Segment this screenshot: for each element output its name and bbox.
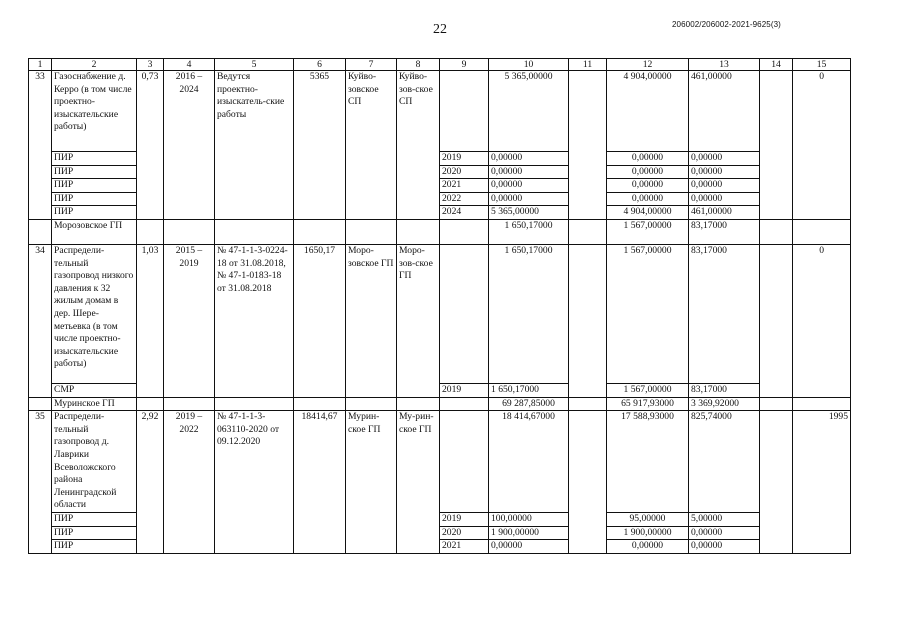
- cell-empty: [294, 219, 346, 244]
- year-cell: 2019: [440, 383, 489, 397]
- amount-total: 1 650,17000: [489, 219, 569, 244]
- amount-total: 1 650,17000: [489, 244, 569, 383]
- amount-regional: 1 567,00000: [607, 244, 689, 383]
- amount-total: 5 365,00000: [489, 71, 569, 152]
- amount-local: 461,00000: [689, 206, 760, 220]
- col-header: 3: [137, 59, 164, 71]
- cell-empty: [215, 397, 294, 411]
- amount-regional: 1 567,00000: [607, 383, 689, 397]
- cost: 1650,17: [294, 244, 346, 397]
- amount-local: 83,17000: [689, 219, 760, 244]
- settlement: Моро-зовское ГП: [346, 244, 397, 397]
- col-header: 15: [793, 59, 851, 71]
- amount-local: 0,00000: [689, 165, 760, 179]
- length: 1,03: [137, 244, 164, 397]
- col-header: 12: [607, 59, 689, 71]
- cell-empty: [164, 219, 215, 244]
- cell-empty: [164, 397, 215, 411]
- customer: Моро-зов-ское ГП: [397, 244, 440, 397]
- amount-col11: [569, 411, 607, 554]
- col15: 0: [793, 71, 851, 220]
- amount-regional: 17 588,93000: [607, 411, 689, 513]
- col-header: 4: [164, 59, 215, 71]
- work-type: ПИР: [52, 526, 137, 540]
- year-cell: 2019: [440, 152, 489, 166]
- cell-empty: [137, 397, 164, 411]
- cell-empty: [29, 397, 52, 411]
- row-number: 34: [29, 244, 52, 397]
- amount-total: 0,00000: [489, 540, 569, 554]
- municipality-name: Муринское ГП: [52, 397, 137, 411]
- municipality-name: Морозовское ГП: [52, 219, 137, 244]
- work-type: СМР: [52, 383, 137, 397]
- amount-total: 0,00000: [489, 152, 569, 166]
- amount-regional: 65 917,93000: [607, 397, 689, 411]
- amount-total: 5 365,00000: [489, 206, 569, 220]
- col-header: 8: [397, 59, 440, 71]
- year-cell: [440, 244, 489, 383]
- year-cell: 2019: [440, 512, 489, 526]
- row-number: 35: [29, 411, 52, 554]
- cell-empty: [29, 219, 52, 244]
- customer: Куйво-зов-ское СП: [397, 71, 440, 220]
- period: 2015 – 2019: [164, 244, 215, 397]
- amount-total: 69 287,85000: [489, 397, 569, 411]
- amount-regional: 4 904,00000: [607, 71, 689, 152]
- work-type: ПИР: [52, 206, 137, 220]
- customer: Му-рин-ское ГП: [397, 411, 440, 554]
- amount-local: 0,00000: [689, 179, 760, 193]
- col-header: 14: [760, 59, 793, 71]
- amount-total: 1 650,17000: [489, 383, 569, 397]
- year-cell: 2024: [440, 206, 489, 220]
- page-number: 22: [433, 22, 447, 37]
- amount-total: 100,00000: [489, 512, 569, 526]
- col-header: 5: [215, 59, 294, 71]
- col-header: 11: [569, 59, 607, 71]
- cell-empty: [215, 219, 294, 244]
- amount-local: 83,17000: [689, 383, 760, 397]
- amount-regional: 1 567,00000: [607, 219, 689, 244]
- cell-empty: [440, 219, 489, 244]
- cell-empty: [294, 397, 346, 411]
- subtotal-row: [29, 219, 851, 244]
- year-cell: [440, 411, 489, 513]
- amount-total: 0,00000: [489, 165, 569, 179]
- cell-empty: [760, 397, 793, 411]
- subtotal-row: [29, 397, 851, 411]
- amount-total: 1 900,00000: [489, 526, 569, 540]
- year-cell: 2022: [440, 192, 489, 206]
- col-header: 9: [440, 59, 489, 71]
- project-doc: № 47-1-1-3-063110-2020 от 09.12.2020: [215, 411, 294, 554]
- amount-regional: 1 900,00000: [607, 526, 689, 540]
- object-name: Распредели-тельный газопровод д. Лаврики Всеволожского района Ленинградской области: [52, 411, 137, 513]
- cell-empty: [793, 397, 851, 411]
- year-cell: 2020: [440, 526, 489, 540]
- amount-local: 0,00000: [689, 526, 760, 540]
- col-header: 7: [346, 59, 397, 71]
- col14: [760, 411, 793, 554]
- cell-empty: [397, 219, 440, 244]
- col-header: 10: [489, 59, 569, 71]
- amount-local: 83,17000: [689, 244, 760, 383]
- col14: [760, 244, 793, 397]
- project-doc: № 47-1-1-3-0224-18 от 31.08.2018, № 47-1-0183-18 от 31.08.2018: [215, 244, 294, 397]
- period: 2019 – 2022: [164, 411, 215, 554]
- cell-empty: [397, 397, 440, 411]
- length: 2,92: [137, 411, 164, 554]
- amount-local: 825,74000: [689, 411, 760, 513]
- cell-empty: [346, 219, 397, 244]
- object-name: Газоснабжение д. Керро (в том числе проектно-изыскательские работы): [52, 71, 137, 152]
- cell-empty: [760, 219, 793, 244]
- length: 0,73: [137, 71, 164, 220]
- amount-regional: 0,00000: [607, 165, 689, 179]
- object-name: Распредели-тельный газопровод низкого давления к 32 жилым домам в дер. Шере-метьевка (в том числе проектно-изыскательские работы): [52, 244, 137, 383]
- amount-col11: [569, 244, 607, 397]
- amount-local: 0,00000: [689, 152, 760, 166]
- amount-local: 461,00000: [689, 71, 760, 152]
- amount-regional: 4 904,00000: [607, 206, 689, 220]
- work-type: ПИР: [52, 165, 137, 179]
- cell-empty: [137, 219, 164, 244]
- amount-regional: 0,00000: [607, 540, 689, 554]
- col14: [760, 71, 793, 220]
- amount-regional: 0,00000: [607, 179, 689, 193]
- table-row: [29, 71, 851, 152]
- amount-local: 5,00000: [689, 512, 760, 526]
- year-cell: 2020: [440, 165, 489, 179]
- cell-empty: [440, 397, 489, 411]
- amount-col11: [569, 71, 607, 220]
- work-type: ПИР: [52, 192, 137, 206]
- amount-local: 0,00000: [689, 540, 760, 554]
- document-id: 206002/206002-2021-9625(3): [672, 20, 781, 29]
- settlement: Куйво-зовское СП: [346, 71, 397, 220]
- cell-empty: [793, 219, 851, 244]
- header-row: [29, 59, 851, 71]
- row-number: 33: [29, 71, 52, 220]
- amount-total: 0,00000: [489, 192, 569, 206]
- work-type: ПИР: [52, 152, 137, 166]
- cell-empty: [346, 397, 397, 411]
- table-row: [29, 244, 851, 383]
- amount-regional: 0,00000: [607, 152, 689, 166]
- cell-empty: [569, 397, 607, 411]
- col-header: 1: [29, 59, 52, 71]
- year-cell: [440, 71, 489, 152]
- amount-total: 18 414,67000: [489, 411, 569, 513]
- work-type: ПИР: [52, 512, 137, 526]
- cost: 5365: [294, 71, 346, 220]
- amount-local: 3 369,92000: [689, 397, 760, 411]
- col15: 0: [793, 244, 851, 397]
- amount-total: 0,00000: [489, 179, 569, 193]
- table-row: [29, 411, 851, 513]
- period: 2016 – 2024: [164, 71, 215, 220]
- amount-regional: 0,00000: [607, 192, 689, 206]
- col-header: 2: [52, 59, 137, 71]
- year-cell: 2021: [440, 179, 489, 193]
- register-table: [28, 58, 851, 554]
- work-type: ПИР: [52, 540, 137, 554]
- settlement: Мурин-ское ГП: [346, 411, 397, 554]
- project-doc: Ведутся проектно-изыскатель-ские работы: [215, 71, 294, 220]
- year-cell: 2021: [440, 540, 489, 554]
- col-header: 13: [689, 59, 760, 71]
- amount-local: 0,00000: [689, 192, 760, 206]
- cost: 18414,67: [294, 411, 346, 554]
- col-header: 6: [294, 59, 346, 71]
- work-type: ПИР: [52, 179, 137, 193]
- col15: 1995: [793, 411, 851, 554]
- amount-regional: 95,00000: [607, 512, 689, 526]
- cell-empty: [569, 219, 607, 244]
